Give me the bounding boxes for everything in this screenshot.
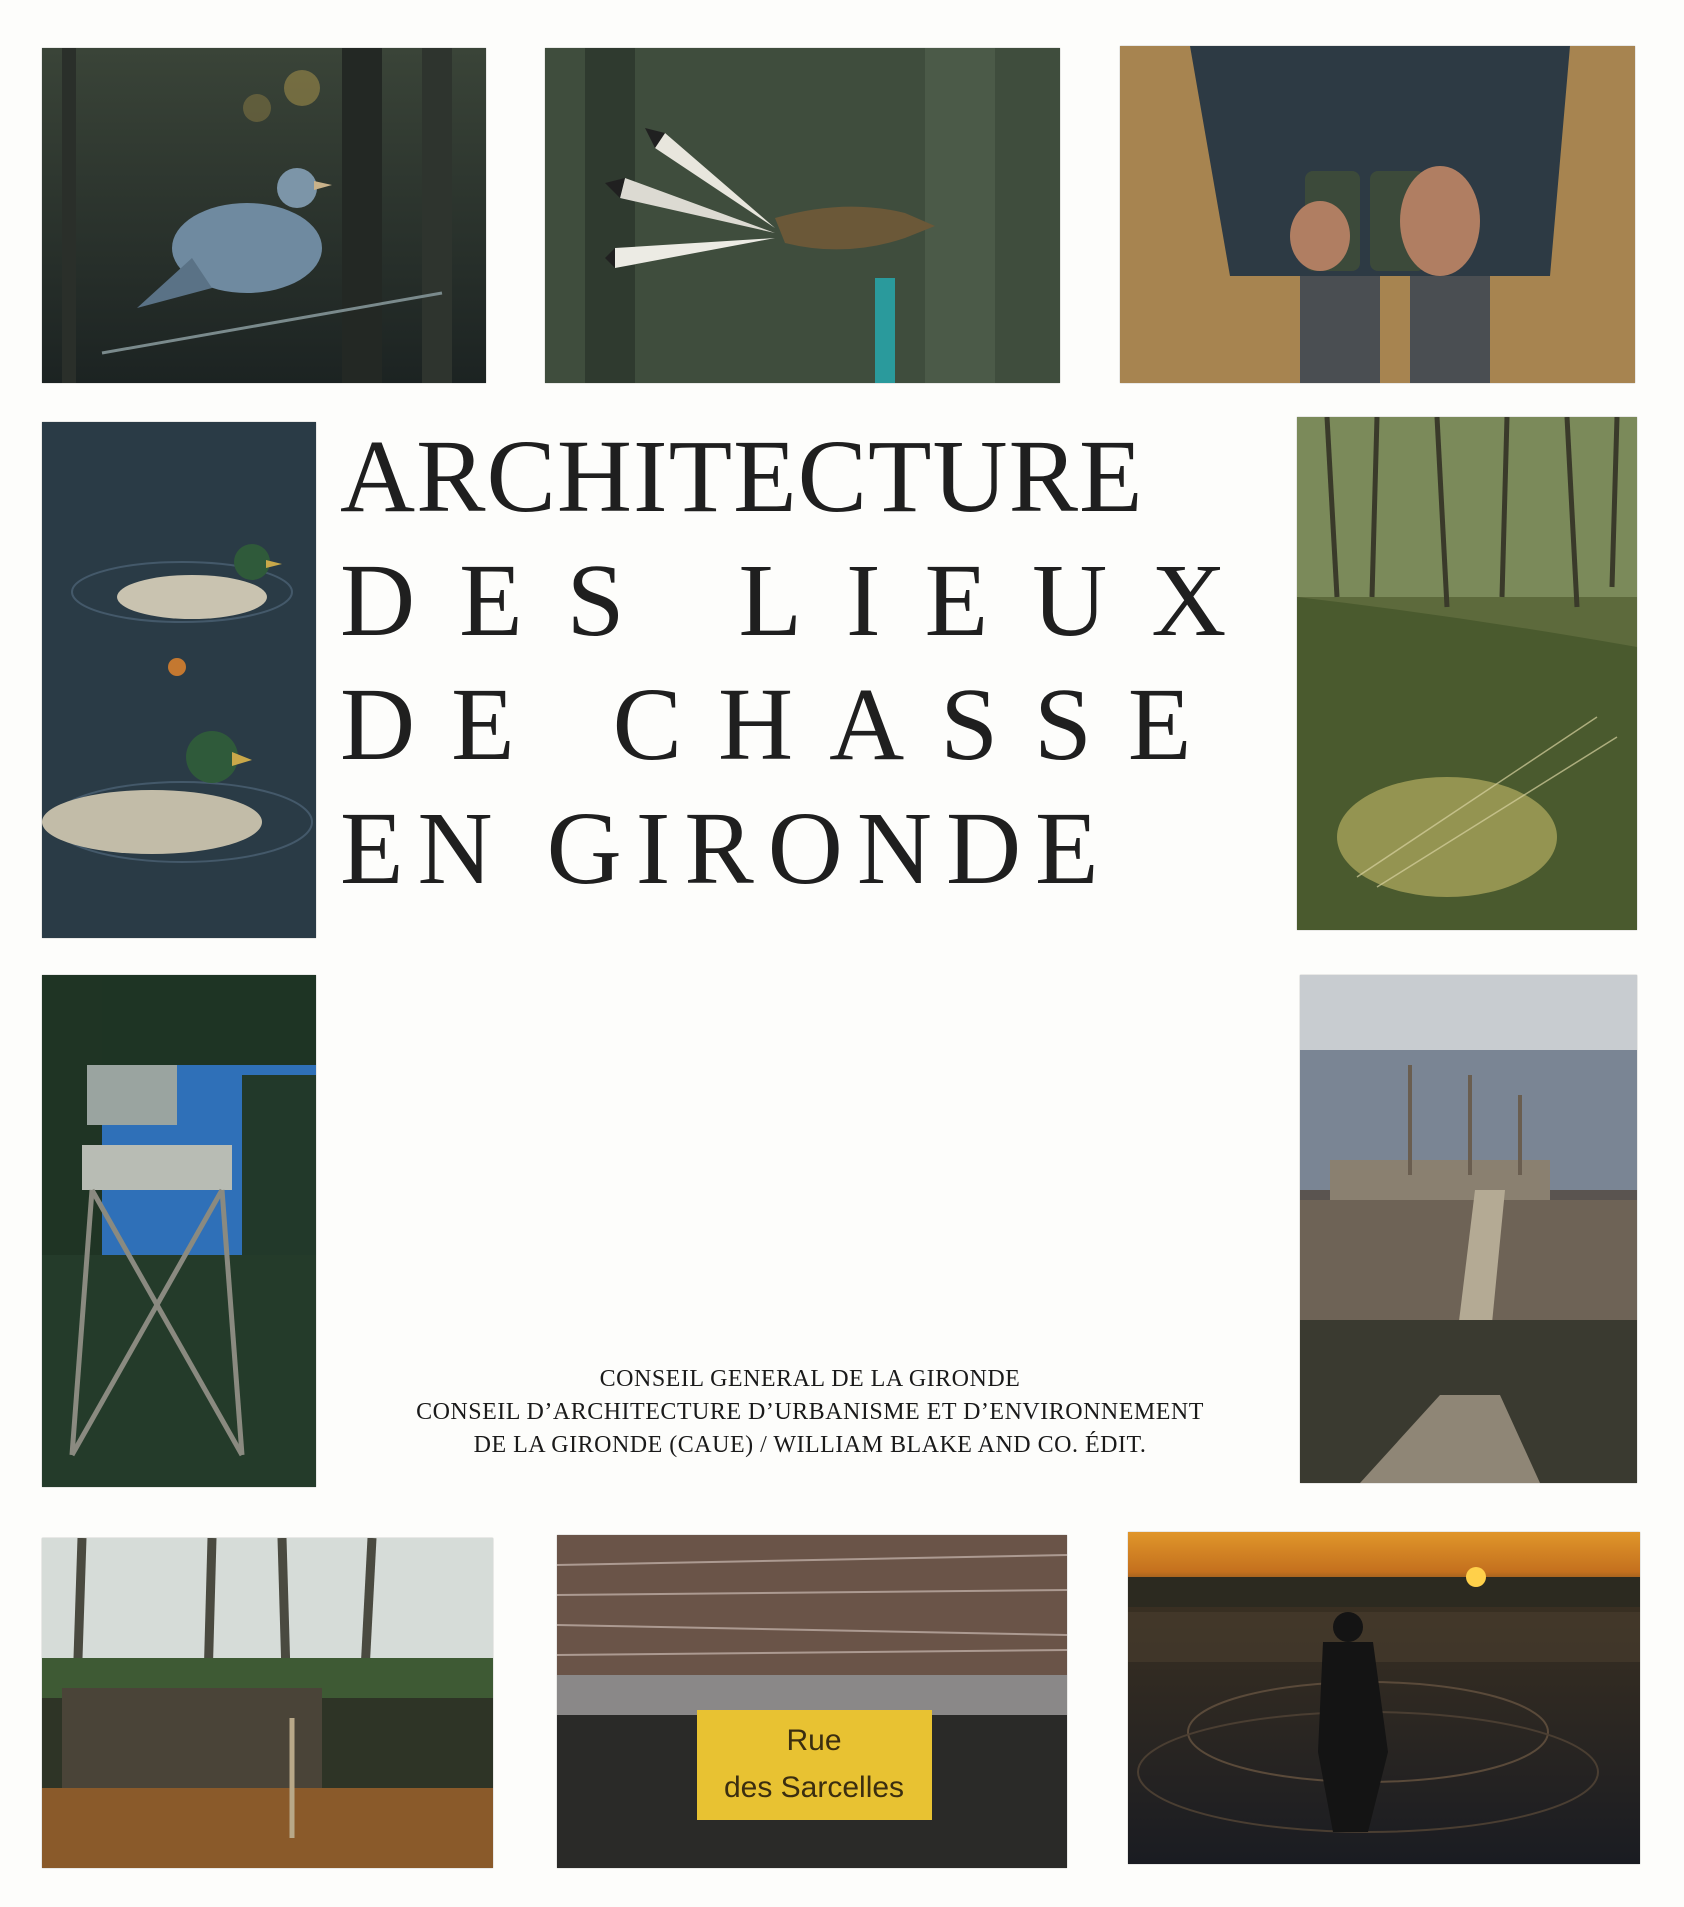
photo-wood-pigeon-decoy <box>42 48 486 383</box>
publisher-line-1: CONSEIL GENERAL DE LA GIRONDE <box>599 1366 1021 1392</box>
publisher-line-2: CONSEIL D’ARCHITECTURE D’URBANISME ET D’ENVIRONNEMENT <box>416 1399 1204 1425</box>
title-line-1: ARCHITECTURE <box>340 419 1144 534</box>
title-line-2: DES LIEUX <box>340 543 1271 658</box>
title-line-4: EN GIRONDE <box>340 791 1113 906</box>
sign-line-1: Rue <box>786 1724 842 1757</box>
publisher-line-3: DE LA GIRONDE (CAUE) / WILLIAM BLAKE AND CO. ÉDIT. <box>473 1432 1147 1458</box>
forest-blind-image <box>42 1538 493 1868</box>
photo-duck-decoys-on-water <box>42 422 316 938</box>
binoculars-image <box>1120 46 1635 383</box>
photo-wooden-hunting-tower <box>42 975 316 1487</box>
clearing-image <box>1297 417 1637 930</box>
tower-image <box>42 975 316 1487</box>
feather-decoy-image <box>545 48 1060 383</box>
ducks-image <box>42 422 316 938</box>
sign-line-2: des Sarcelles <box>723 1771 905 1804</box>
photo-forest-hunting-blind <box>42 1538 493 1868</box>
photo-lakeside-hide-walkway <box>1300 975 1637 1483</box>
title-line-3: DE CHASSE <box>340 667 1228 782</box>
walkway-image <box>1300 975 1637 1483</box>
sunset-image <box>1128 1532 1640 1864</box>
photo-forest-clearing-net <box>1297 417 1637 930</box>
publisher-credits <box>330 1363 1290 1462</box>
cover-title <box>340 419 1280 921</box>
photo-sunset-hunter-in-water <box>1128 1532 1640 1864</box>
photo-feather-decoy-on-pole <box>545 48 1060 383</box>
pigeon-image <box>42 48 486 383</box>
street-sign-image <box>557 1535 1067 1868</box>
photo-street-sign-hut <box>557 1535 1067 1868</box>
photo-hunter-with-binoculars <box>1120 46 1635 383</box>
